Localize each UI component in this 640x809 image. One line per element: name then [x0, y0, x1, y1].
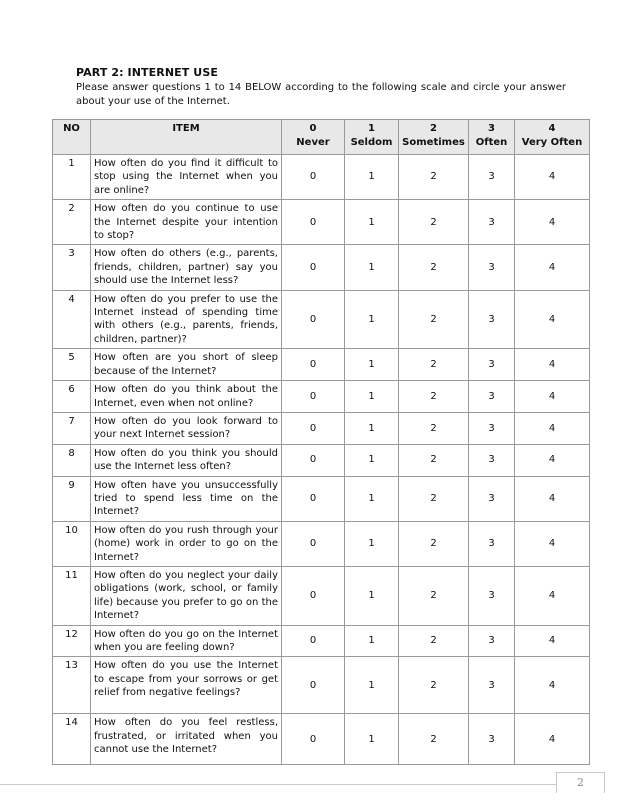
answer-option-0[interactable]: 0 — [282, 290, 345, 349]
answer-option-2[interactable]: 2 — [399, 290, 469, 349]
answer-option-1[interactable]: 1 — [345, 200, 399, 245]
answer-option-3[interactable]: 3 — [469, 714, 515, 765]
answer-option-2[interactable]: 2 — [399, 566, 469, 625]
answer-option-3[interactable]: 3 — [469, 155, 515, 200]
answer-option-0[interactable]: 0 — [282, 657, 345, 714]
question-text: How often do you think about the Internet, even when not online? — [91, 381, 282, 413]
question-text: How often have you unsuccessfully tried to spend less time on the Internet? — [91, 476, 282, 521]
answer-option-3[interactable]: 3 — [469, 657, 515, 714]
answer-option-2[interactable]: 2 — [399, 155, 469, 200]
question-text: How often do you use the Internet to escape from your sorrows or get relief from negative feelings? — [91, 657, 282, 714]
row-number: 2 — [53, 200, 91, 245]
question-text: How often do you neglect your daily obligations (work, school, or family life) because you prefer to go on the Internet? — [91, 566, 282, 625]
answer-option-4[interactable]: 4 — [515, 200, 590, 245]
row-number: 10 — [53, 521, 91, 566]
answer-option-2[interactable]: 2 — [399, 245, 469, 290]
part-title: PART 2: INTERNET USE — [76, 66, 218, 79]
questionnaire-table — [52, 119, 590, 765]
answer-option-1[interactable]: 1 — [345, 290, 399, 349]
footer-rule — [0, 784, 556, 785]
header-scale-0: 0 Never — [282, 120, 345, 155]
answer-option-3[interactable]: 3 — [469, 381, 515, 413]
table-row — [53, 476, 590, 521]
page-number: 2 — [556, 772, 605, 793]
answer-option-1[interactable]: 1 — [345, 349, 399, 381]
row-number: 3 — [53, 245, 91, 290]
header-scale-3: 3 Often — [469, 120, 515, 155]
answer-option-1[interactable]: 1 — [345, 245, 399, 290]
question-text: How often do you look forward to your next Internet session? — [91, 412, 282, 444]
answer-option-4[interactable]: 4 — [515, 566, 590, 625]
answer-option-1[interactable]: 1 — [345, 476, 399, 521]
table-row — [53, 566, 590, 625]
answer-option-0[interactable]: 0 — [282, 155, 345, 200]
table-row — [53, 290, 590, 349]
answer-option-0[interactable]: 0 — [282, 245, 345, 290]
table-body — [53, 155, 590, 765]
answer-option-0[interactable]: 0 — [282, 714, 345, 765]
answer-option-4[interactable]: 4 — [515, 245, 590, 290]
table-row — [53, 381, 590, 413]
question-text: How often do others (e.g., parents, friends, children, partner) say you should use the Internet less? — [91, 245, 282, 290]
answer-option-0[interactable]: 0 — [282, 625, 345, 657]
answer-option-1[interactable]: 1 — [345, 155, 399, 200]
answer-option-1[interactable]: 1 — [345, 714, 399, 765]
row-number: 4 — [53, 290, 91, 349]
header-scale-4: 4 Very Often — [515, 120, 590, 155]
answer-option-2[interactable]: 2 — [399, 476, 469, 521]
table-row — [53, 657, 590, 714]
question-text: How often do you continue to use the Internet despite your intention to stop? — [91, 200, 282, 245]
answer-option-2[interactable]: 2 — [399, 349, 469, 381]
answer-option-1[interactable]: 1 — [345, 521, 399, 566]
answer-option-2[interactable]: 2 — [399, 412, 469, 444]
table-row — [53, 155, 590, 200]
answer-option-3[interactable]: 3 — [469, 290, 515, 349]
answer-option-4[interactable]: 4 — [515, 381, 590, 413]
answer-option-2[interactable]: 2 — [399, 200, 469, 245]
header-scale-2: 2 Sometimes — [399, 120, 469, 155]
answer-option-3[interactable]: 3 — [469, 412, 515, 444]
answer-option-2[interactable]: 2 — [399, 521, 469, 566]
table-row — [53, 714, 590, 765]
question-text: How often do you rush through your (home) work in order to go on the Internet? — [91, 521, 282, 566]
row-number: 7 — [53, 412, 91, 444]
header-item: ITEM — [91, 120, 282, 155]
answer-option-0[interactable]: 0 — [282, 566, 345, 625]
row-number: 5 — [53, 349, 91, 381]
answer-option-1[interactable]: 1 — [345, 412, 399, 444]
answer-option-0[interactable]: 0 — [282, 444, 345, 476]
row-number: 12 — [53, 625, 91, 657]
table-header-row — [53, 120, 590, 155]
row-number: 11 — [53, 566, 91, 625]
row-number: 6 — [53, 381, 91, 413]
answer-option-0[interactable]: 0 — [282, 476, 345, 521]
table-row — [53, 625, 590, 657]
question-text: How often are you short of sleep because of the Internet? — [91, 349, 282, 381]
answer-option-1[interactable]: 1 — [345, 381, 399, 413]
section-header — [76, 66, 566, 109]
answer-option-3[interactable]: 3 — [469, 521, 515, 566]
answer-option-2[interactable]: 2 — [399, 444, 469, 476]
question-text: How often do you find it difficult to stop using the Internet when you are online? — [91, 155, 282, 200]
answer-option-0[interactable]: 0 — [282, 412, 345, 444]
answer-option-4[interactable]: 4 — [515, 476, 590, 521]
table-row — [53, 349, 590, 381]
table-row — [53, 521, 590, 566]
question-text: How often do you prefer to use the Internet instead of spending time with others (e.g., parents, friends, children, partner)? — [91, 290, 282, 349]
table-row — [53, 412, 590, 444]
question-text: How often do you think you should use the Internet less often? — [91, 444, 282, 476]
row-number: 9 — [53, 476, 91, 521]
answer-option-3[interactable]: 3 — [469, 200, 515, 245]
answer-option-3[interactable]: 3 — [469, 444, 515, 476]
answer-option-1[interactable]: 1 — [345, 657, 399, 714]
table-row — [53, 245, 590, 290]
answer-option-4[interactable]: 4 — [515, 412, 590, 444]
answer-option-4[interactable]: 4 — [515, 625, 590, 657]
question-text: How often do you feel restless, frustrated, or irritated when you cannot use the Internet? — [91, 714, 282, 765]
answer-option-1[interactable]: 1 — [345, 566, 399, 625]
table-row — [53, 444, 590, 476]
answer-option-3[interactable]: 3 — [469, 476, 515, 521]
answer-option-1[interactable]: 1 — [345, 444, 399, 476]
answer-option-4[interactable]: 4 — [515, 444, 590, 476]
answer-option-4[interactable]: 4 — [515, 521, 590, 566]
row-number: 1 — [53, 155, 91, 200]
question-text: How often do you go on the Internet when you are feeling down? — [91, 625, 282, 657]
answer-option-4[interactable]: 4 — [515, 657, 590, 714]
instructions-text: Please answer questions 1 to 14 BELOW according to the following scale and circle your answer about your use of the Internet. — [76, 82, 566, 107]
row-number: 13 — [53, 657, 91, 714]
answer-option-4[interactable]: 4 — [515, 349, 590, 381]
header-scale-1: 1 Seldom — [345, 120, 399, 155]
table-row — [53, 200, 590, 245]
answer-option-0[interactable]: 0 — [282, 521, 345, 566]
answer-option-3[interactable]: 3 — [469, 349, 515, 381]
answer-option-3[interactable]: 3 — [469, 566, 515, 625]
answer-option-4[interactable]: 4 — [515, 155, 590, 200]
header-no: NO — [53, 120, 91, 155]
answer-option-3[interactable]: 3 — [469, 245, 515, 290]
answer-option-2[interactable]: 2 — [399, 381, 469, 413]
row-number: 14 — [53, 714, 91, 765]
answer-option-4[interactable]: 4 — [515, 714, 590, 765]
answer-option-2[interactable]: 2 — [399, 714, 469, 765]
answer-option-0[interactable]: 0 — [282, 349, 345, 381]
row-number: 8 — [53, 444, 91, 476]
answer-option-2[interactable]: 2 — [399, 657, 469, 714]
answer-option-1[interactable]: 1 — [345, 625, 399, 657]
answer-option-0[interactable]: 0 — [282, 200, 345, 245]
answer-option-3[interactable]: 3 — [469, 625, 515, 657]
answer-option-2[interactable]: 2 — [399, 625, 469, 657]
answer-option-0[interactable]: 0 — [282, 381, 345, 413]
answer-option-4[interactable]: 4 — [515, 290, 590, 349]
